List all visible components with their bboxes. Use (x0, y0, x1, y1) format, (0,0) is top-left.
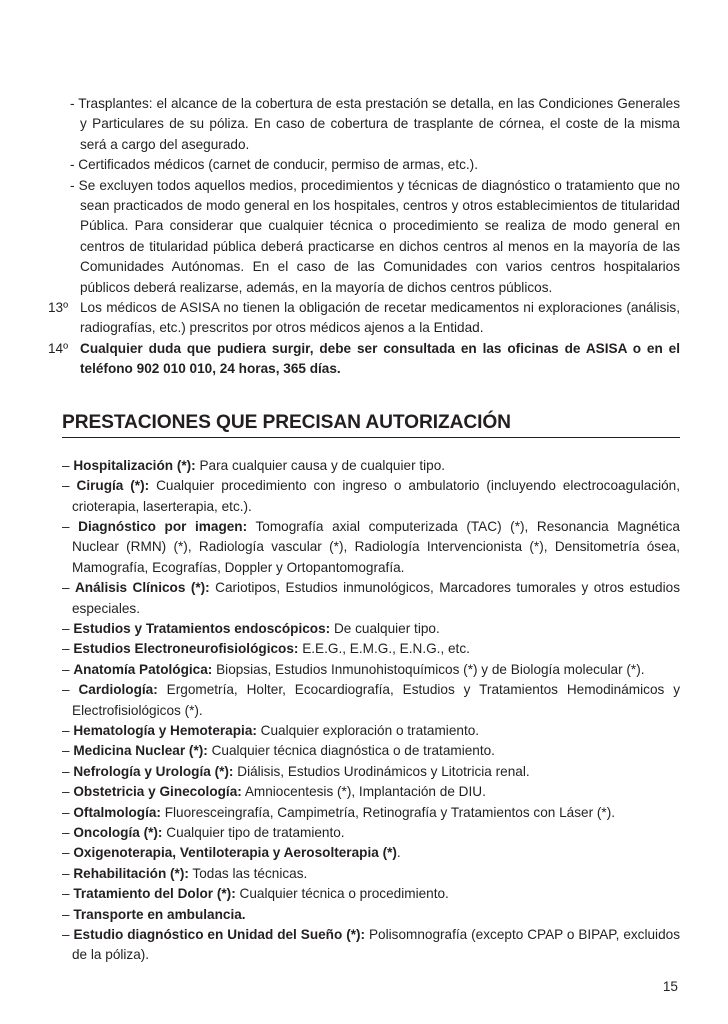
item-title: Nefrología y Urología (*): (73, 763, 234, 779)
item-desc: Cualquier procedimiento con ingreso o ambulatorio (incluyendo electrocoagulación, crioterapia, laserterapia, etc.). (72, 478, 680, 514)
list-item (62, 905, 680, 925)
prestaciones-list (62, 456, 680, 966)
item-desc: Para cualquier causa y de cualquier tipo. (195, 457, 446, 473)
item-desc: Cualquier exploración o tratamiento. (256, 722, 480, 738)
item-title: Estudios Electroneurofisiológicos: (73, 641, 299, 657)
list-item (62, 741, 680, 761)
item-title: Oxigenoterapia, Ventiloterapia y Aerosolterapia (*) (73, 845, 397, 861)
intro-item: - Se excluyen todos aquellos medios, procedimientos y técnicas de diagnóstico o tratamiento que no sean practicados de modo general en los hospitales, centros y otros establecimientos de titularidad Pública. Para considerar que cualquier técnica o procedimiento se realiza de modo general en centros de titularidad pública deberá practicarse en dichos centros al menos en la mayoría de las Comunidades Autónomas. En el caso de las Comunidades con varios centros hospitalarios públicos deberá realizarse, además, en la mayoría de dichos centros públicos. (70, 177, 680, 295)
item-title: Oncología (*): (73, 825, 163, 840)
dash: – (62, 927, 70, 943)
list-item (62, 843, 680, 863)
item-desc: Cualquier técnica o procedimiento. (235, 886, 449, 902)
list-item (62, 803, 680, 823)
item-desc: Fluoresceingrafía, Campimetría, Retinografía y Tratamientos con Láser (*). (160, 804, 616, 820)
item-title: Cirugía (*): (76, 478, 150, 494)
item-desc: Cualquier técnica diagnóstica o de tratamiento. (207, 743, 495, 759)
item-number: 13º (48, 300, 69, 316)
intro-item: - Trasplantes: el alcance de la cobertura de esta prestación se detalla, en las Condiciones Generales y Particulares de su póliza. En caso de cobertura de trasplante de córnea, el coste de la misma será a cargo del asegurado. (70, 96, 680, 152)
dash: – (62, 804, 70, 820)
dash: – (62, 682, 70, 698)
intro-item: - Certificados médicos (carnet de conducir, permiso de armas, etc.). (70, 157, 478, 173)
list-item (62, 762, 680, 782)
item-desc: Ergometría, Holter, Ecocardiografía, Estudios y Tratamientos Hemodinámicos y Electrofisiológicos (*). (72, 682, 680, 718)
dash: – (62, 845, 70, 861)
item-title: Transporte en ambulancia. (73, 906, 246, 922)
dash: – (62, 641, 70, 657)
dash: – (62, 518, 70, 534)
item-title: Oftalmología: (73, 804, 161, 820)
list-item (62, 864, 680, 884)
item-desc: Polisomnografía (excepto CPAP o BIPAP, excluidos de la póliza). (72, 927, 680, 963)
list-item (62, 823, 680, 843)
dash: – (62, 763, 70, 779)
dash: – (62, 620, 70, 636)
item-title: Estudios y Tratamientos endoscópicos: (73, 620, 331, 636)
section-heading: PRESTACIONES QUE PRECISAN AUTORIZACIÓN (62, 411, 680, 438)
list-item (62, 884, 680, 904)
item-number: 14º (48, 340, 69, 356)
list-item (62, 517, 680, 578)
list-item (62, 660, 680, 680)
item-text: Cualquier duda que pudiera surgir, debe ser consultada en las oficinas de ASISA o en el teléfono 902 010 010, 24 horas, 365 días. (80, 340, 680, 377)
item-desc: Cariotipos, Estudios inmunológicos, Marcadores tumorales y otros estudios especiales. (72, 580, 680, 616)
list-item (62, 680, 680, 721)
item-desc: Biopsias, Estudios Inmunohistoquímicos (*) y de Biología molecular (*). (212, 661, 645, 677)
item-desc: E.E.G., E.M.G., E.N.G., etc. (298, 641, 470, 657)
list-item (62, 782, 680, 802)
item-title: Estudio diagnóstico en Unidad del Sueño (*): (73, 927, 366, 943)
dash: – (62, 580, 70, 596)
item-title: Medicina Nuclear (*): (73, 743, 208, 759)
dash: – (62, 886, 70, 902)
intro-list (62, 94, 680, 298)
dash: – (62, 825, 70, 840)
item-desc: Cualquier tipo de tratamiento. (162, 825, 345, 840)
list-item (62, 578, 680, 619)
page-content (48, 94, 680, 966)
item-desc: Tomografía axial computerizada (TAC) (*), Resonancia Magnética Nuclear (RMN) (*), Radiología vascular (*), Radiología Intervencionista (*), Densitometría ósea, Mamografía, Ecografías, Doppler y Ortopantomografía. (72, 518, 680, 575)
item-title: Tratamiento del Dolor (*): (73, 886, 236, 902)
numbered-item (48, 339, 680, 380)
item-desc: Todas las técnicas. (188, 865, 308, 881)
item-title: Hematología y Hemoterapia: (73, 722, 257, 738)
list-item (62, 476, 680, 517)
list-item (62, 925, 680, 966)
dash: – (62, 865, 70, 881)
dash: – (62, 457, 70, 473)
item-title: Rehabilitación (*): (73, 865, 189, 881)
item-title: Cardiología: (78, 682, 158, 698)
dash: – (62, 661, 70, 677)
item-title: Diagnóstico por imagen: (78, 518, 248, 534)
dash: – (62, 784, 70, 800)
item-title: Obstetricia y Ginecología: (73, 784, 242, 800)
item-title: Análisis Clínicos (*): (74, 580, 210, 596)
item-desc: . (396, 845, 401, 861)
list-item (62, 619, 680, 639)
item-desc: Amniocentesis (*), Implantación de DIU. (241, 784, 486, 800)
list-item (62, 639, 680, 659)
item-desc: Diálisis, Estudios Urodinámicos y Litotricia renal. (233, 763, 530, 779)
dash: – (62, 722, 70, 738)
page-number: 15 (662, 979, 678, 994)
item-text: Los médicos de ASISA no tienen la obligación de recetar medicamentos ni exploraciones (análisis, radiografías, etc.) prescritos por otros médicos ajenos a la Entidad. (80, 300, 680, 336)
list-item (62, 456, 680, 476)
item-title: Anatomía Patológica: (73, 661, 213, 677)
list-item (62, 721, 680, 741)
dash: – (62, 478, 70, 494)
dash: – (62, 743, 70, 759)
numbered-item (48, 298, 680, 339)
dash: – (62, 906, 70, 922)
item-desc: De cualquier tipo. (330, 620, 440, 636)
item-title: Hospitalización (*): (73, 457, 196, 473)
